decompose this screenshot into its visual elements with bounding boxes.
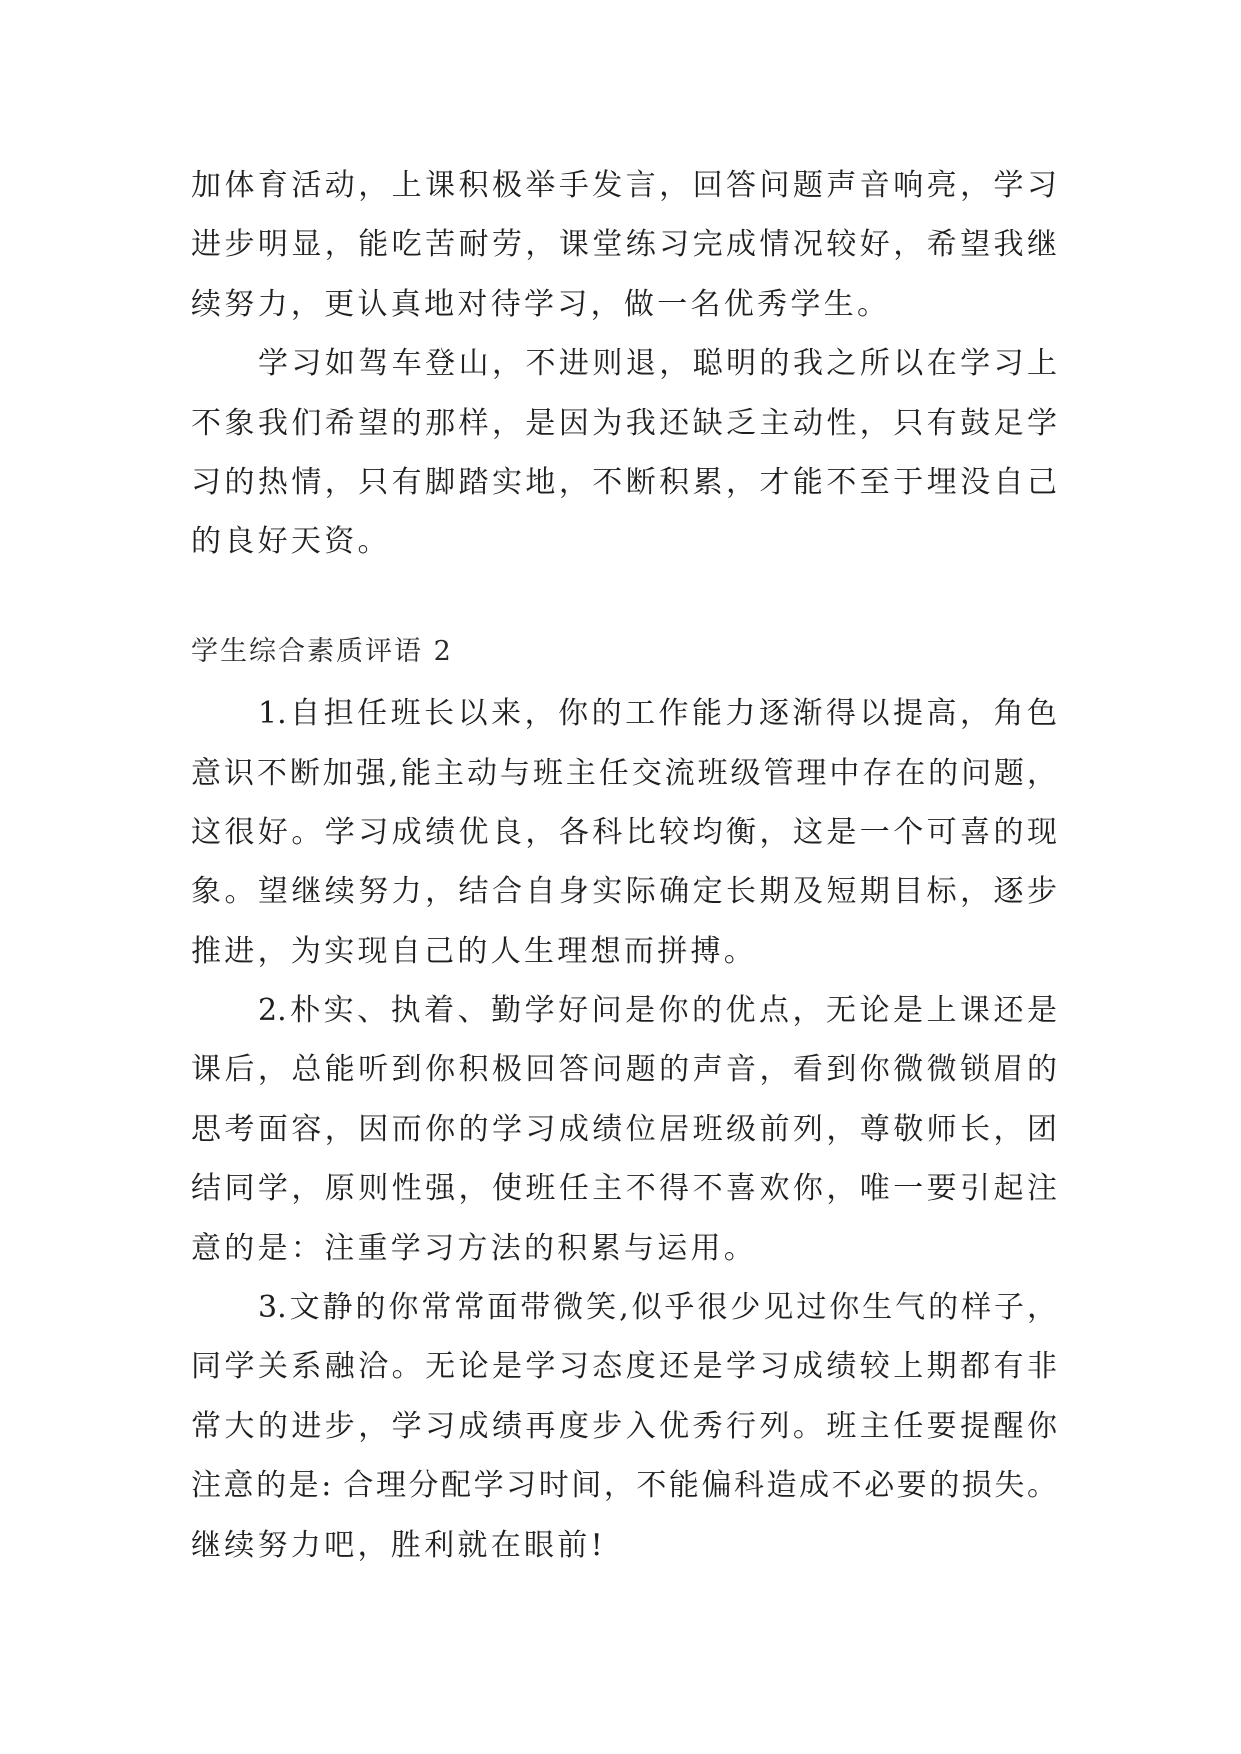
paragraph <box>191 334 1057 572</box>
text-line: 这很好。学习成绩优良，各科比较均衡，这是一个可喜的现 <box>191 814 1057 850</box>
text-line: 2.朴实、执着、勤学好问是你的优点，无论是上课还是 <box>258 993 1057 1029</box>
document-body <box>191 156 1057 1575</box>
text-line: 推进，为实现自己的人生理想而拼搏。 <box>191 933 758 969</box>
text-line: 学习如驾车登山，不进则退，聪明的我之所以在学习上 <box>258 346 1057 382</box>
text-line: 3.文静的你常常面带微笑,似乎很少见过你生气的样子， <box>258 1290 1057 1326</box>
paragraph-item-1 <box>191 684 1057 981</box>
text-line: 意识不断加强,能主动与班主任交流班级管理中存在的问题， <box>191 755 1057 791</box>
text-line: 课后，总能听到你积极回答问题的声音，看到你微微锁眉的 <box>191 1052 1057 1088</box>
text-line: 注意的是: 合理分配学习时间，不能偏科造成不必要的损失。 <box>191 1468 1057 1504</box>
text-line: 进步明显，能吃苦耐劳，课堂练习完成情况较好，希望我继 <box>191 227 1057 263</box>
text-line: 思考面容，因而你的学习成绩位居班级前列，尊敬师长，团 <box>191 1111 1057 1147</box>
text-line: 象。望继续努力，结合自身实际确定长期及短期目标，逐步 <box>191 874 1057 910</box>
text-line: 常大的进步，学习成绩再度步入优秀行列。班主任要提醒你 <box>191 1408 1057 1444</box>
section-heading: 学生综合素质评语 2 <box>191 635 453 667</box>
text-line: 1.自担任班长以来，你的工作能力逐渐得以提高，角色 <box>258 696 1057 732</box>
text-line: 续努力，更认真地对待学习，做一名优秀学生。 <box>191 286 891 322</box>
paragraph-item-3 <box>191 1278 1057 1575</box>
text-line: 意的是：注重学习方法的积累与运用。 <box>191 1230 758 1266</box>
text-line: 继续努力吧，胜利就在眼前! <box>191 1527 606 1563</box>
text-line: 的良好天资。 <box>191 524 391 560</box>
text-line: 不象我们希望的那样，是因为我还缺乏主动性，只有鼓足学 <box>191 405 1057 441</box>
text-line: 习的热情，只有脚踏实地，不断积累，才能不至于埋没自己 <box>191 464 1057 500</box>
paragraph-continued <box>191 156 1057 334</box>
text-line: 同学关系融洽。无论是学习态度还是学习成绩较上期都有非 <box>191 1349 1057 1385</box>
paragraph-item-2 <box>191 981 1057 1278</box>
text-line: 结同学，原则性强，使班任主不得不喜欢你，唯一要引起注 <box>191 1171 1057 1207</box>
text-line: 加体育活动，上课积极举手发言，回答问题声音响亮，学习 <box>191 168 1057 203</box>
